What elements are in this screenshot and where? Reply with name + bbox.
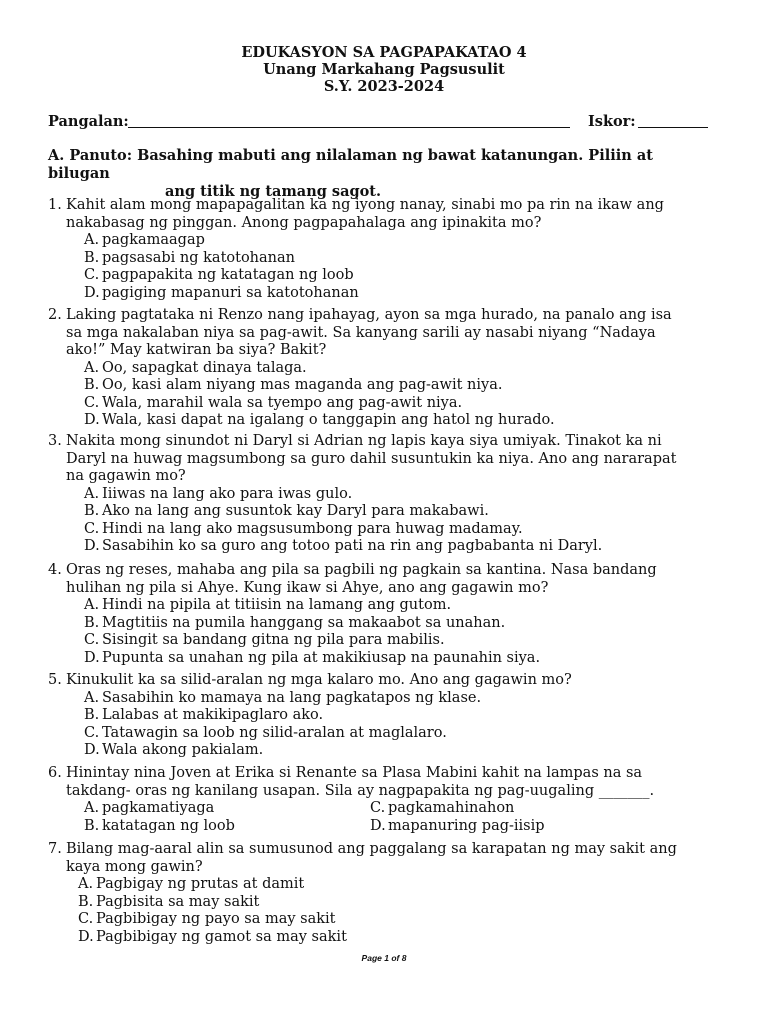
question-3 [48, 433, 728, 556]
option-c[interactable] [84, 521, 728, 539]
option-a[interactable] [84, 360, 728, 378]
option-b[interactable] [84, 707, 728, 725]
option-d[interactable] [370, 818, 670, 836]
question-6 [48, 765, 728, 835]
question-2 [48, 307, 728, 430]
option-text: pagkamahinahon [388, 800, 515, 816]
name-blank[interactable] [128, 127, 570, 128]
option-a[interactable] [84, 597, 728, 615]
option-letter: B. [84, 707, 100, 723]
question-number: 1. [48, 197, 62, 213]
option-a[interactable] [84, 800, 370, 818]
option-letter: A. [84, 485, 100, 502]
option-text: Pupunta sa unahan ng pila at makikiusap na paunahin siya. [102, 649, 541, 666]
option-b[interactable] [78, 894, 728, 912]
exam-title: Unang Markahang Pagsusulit [263, 61, 505, 78]
question-text: na gagawin mo? [66, 468, 186, 484]
option-letter: B. [84, 503, 100, 519]
option-text: pagiging mapanuri sa katotohanan [102, 284, 359, 301]
question-number: 4. [48, 562, 62, 578]
option-a[interactable] [78, 876, 728, 894]
question-text: sa mga nakalaban niya sa pag-awit. Sa kanyang sarili ay nasabi niyang “Nadaya [66, 324, 656, 341]
option-letter: B. [84, 614, 100, 631]
question-7 [48, 841, 728, 946]
option-c[interactable] [84, 267, 728, 285]
option-letter: C. [84, 632, 100, 648]
question-text: Kahit alam mong mapapagalitan ka ng iyong nanay, sinabi mo pa rin na ikaw ang [66, 197, 664, 213]
option-letter: B. [84, 249, 100, 266]
option-d[interactable] [84, 650, 728, 668]
option-letter: A. [84, 800, 100, 816]
option-d[interactable] [84, 412, 728, 430]
score-blank[interactable] [638, 127, 708, 128]
option-text: Ako na lang ang susuntok kay Daryl para makabawi. [102, 503, 489, 519]
option-letter: C. [370, 800, 386, 816]
option-text: Wala akong pakialam. [102, 742, 264, 758]
option-c[interactable] [84, 632, 728, 650]
option-b[interactable] [84, 503, 728, 521]
option-text: Pagbigay ng prutas at damit [96, 876, 305, 892]
score-label: Iskor: [588, 113, 636, 130]
option-letter: C. [84, 267, 100, 283]
name-label: Pangalan: [48, 113, 129, 130]
question-5 [48, 672, 728, 760]
option-text: Hindi na pipila at titiisin na lamang ang gutom. [102, 597, 452, 613]
option-letter: D. [78, 928, 94, 945]
option-text: Sisingit sa bandang gitna ng pila para mabilis. [102, 632, 445, 648]
option-a[interactable] [84, 690, 728, 708]
option-text: Hindi na lang ako magsusumbong para huwag madamay. [102, 520, 523, 537]
option-letter: B. [84, 817, 100, 834]
option-text: Tatawagin sa loob ng silid-aralan at maglalaro. [102, 724, 447, 741]
question-text: nakabasag ng pinggan. Anong pagpapahalaga ang ipinakita mo? [66, 214, 542, 231]
option-letter: D. [84, 412, 100, 428]
option-letter: D. [370, 817, 386, 834]
question-text: Hinintay nina Joven at Erika si Renante sa Plasa Mabini kahit na lampas na sa [66, 765, 643, 781]
option-d[interactable] [84, 538, 728, 556]
option-d[interactable] [84, 742, 728, 760]
option-text: Pagbibigay ng payo sa may sakit [96, 911, 336, 927]
option-text: Sasabihin ko mamaya na lang pagkatapos ng klase. [102, 689, 482, 706]
option-c[interactable] [78, 911, 728, 929]
option-c[interactable] [370, 800, 670, 818]
option-b[interactable] [84, 818, 370, 836]
option-text: pagkamaagap [102, 232, 205, 248]
instructions-line-2: ang titik ng tamang sagot. [165, 183, 382, 200]
option-text: Iiiwas na lang ako para iwas gulo. [102, 485, 353, 502]
question-text: hulihan ng pila si Ahye. Kung ikaw si Ahye, ano ang gagawin mo? [66, 579, 549, 596]
option-letter: A. [84, 597, 100, 613]
option-b[interactable] [84, 250, 728, 268]
question-number: 5. [48, 672, 62, 688]
question-text: Nakita mong sinundot ni Daryl si Adrian ng lapis kaya siya umiyak. Tinakot ka ni [66, 433, 662, 449]
option-text: Pagbisita sa may sakit [96, 893, 260, 910]
option-letter: A. [84, 689, 100, 706]
option-text: Oo, sapagkat dinaya talaga. [102, 359, 307, 376]
question-number: 2. [48, 307, 62, 323]
option-d[interactable] [84, 285, 728, 303]
question-text: Bilang mag-aaral alin sa sumusunod ang paggalang sa karapatan ng may sakit ang [66, 841, 677, 857]
option-text: Oo, kasi alam niyang mas maganda ang pag-awit niya. [102, 377, 503, 393]
option-text: Sasabihin ko sa guro ang totoo pati na rin ang pagbabanta ni Daryl. [102, 538, 603, 554]
exam-header [0, 44, 768, 95]
option-letter: A. [78, 876, 94, 892]
instructions [48, 147, 718, 201]
option-letter: D. [84, 284, 100, 301]
option-letter: C. [84, 394, 100, 411]
question-text: takdang- oras ng kanilang usapan. Sila ay nagpapakita ng pag-uugaling _______. [66, 782, 655, 799]
question-text: Kinukulit ka sa silid-aralan ng mga kalaro mo. Ano ang gagawin mo? [66, 672, 572, 688]
option-letter: A. [84, 232, 100, 248]
question-text: kaya mong gawin? [66, 858, 203, 875]
subject-title: EDUKASYON SA PAGPAPAKATAO 4 [241, 44, 527, 61]
option-c[interactable] [84, 725, 728, 743]
question-text: Oras ng reses, mahaba ang pila sa pagbili ng pagkain sa kantina. Nasa bandang [66, 562, 657, 578]
option-letter: D. [84, 538, 100, 554]
option-text: Wala, kasi dapat na igalang o tanggapin ang hatol ng hurado. [102, 412, 555, 428]
question-1 [48, 197, 728, 302]
option-text: Magtitiis na pumila hanggang sa makaabot sa unahan. [102, 614, 506, 631]
option-c[interactable] [84, 395, 728, 413]
option-a[interactable] [84, 232, 728, 250]
question-number: 6. [48, 765, 62, 781]
option-text: mapanuring pag-iisip [388, 817, 545, 834]
option-letter: D. [84, 742, 100, 758]
option-text: Pagbibigay ng gamot sa may sakit [96, 928, 347, 945]
option-letter: C. [84, 520, 100, 537]
question-4 [48, 562, 728, 667]
option-a[interactable] [84, 486, 728, 504]
option-text: pagpapakita ng katatagan ng loob [102, 267, 354, 283]
option-letter: C. [84, 724, 100, 741]
option-b[interactable] [84, 377, 728, 395]
option-text: Wala, marahil wala sa tyempo ang pag-awit niya. [102, 394, 463, 411]
question-text: Daryl na huwag magsumbong sa guro dahil susuntukin ka niya. Ano ang nararapat [66, 450, 677, 467]
option-letter: B. [78, 893, 94, 910]
option-letter: D. [84, 649, 100, 666]
option-text: katatagan ng loob [102, 817, 235, 834]
option-text: pagsasabi ng katotohanan [102, 249, 295, 266]
option-text: pagkamatiyaga [102, 800, 215, 816]
school-year: S.Y. 2023-2024 [323, 78, 445, 95]
option-letter: C. [78, 911, 94, 927]
question-number: 3. [48, 433, 62, 449]
option-d[interactable] [78, 929, 728, 947]
option-b[interactable] [84, 615, 728, 633]
instructions-line-1: A. Panuto: Basahing mabuti ang nilalaman ng bawat katanungan. Piliin at bilugan [48, 147, 653, 182]
option-letter: B. [84, 377, 100, 393]
question-text: ako!” May katwiran ba siya? Bakit? [66, 342, 327, 358]
option-text: Lalabas at makikipaglaro ako. [102, 707, 324, 723]
page-footer: Page 1 of 8 [361, 953, 407, 963]
question-number: 7. [48, 841, 62, 857]
option-letter: A. [84, 359, 100, 376]
question-text: Laking pagtataka ni Renzo nang ipahayag, ayon sa mga hurado, na panalo ang isa [66, 307, 672, 323]
